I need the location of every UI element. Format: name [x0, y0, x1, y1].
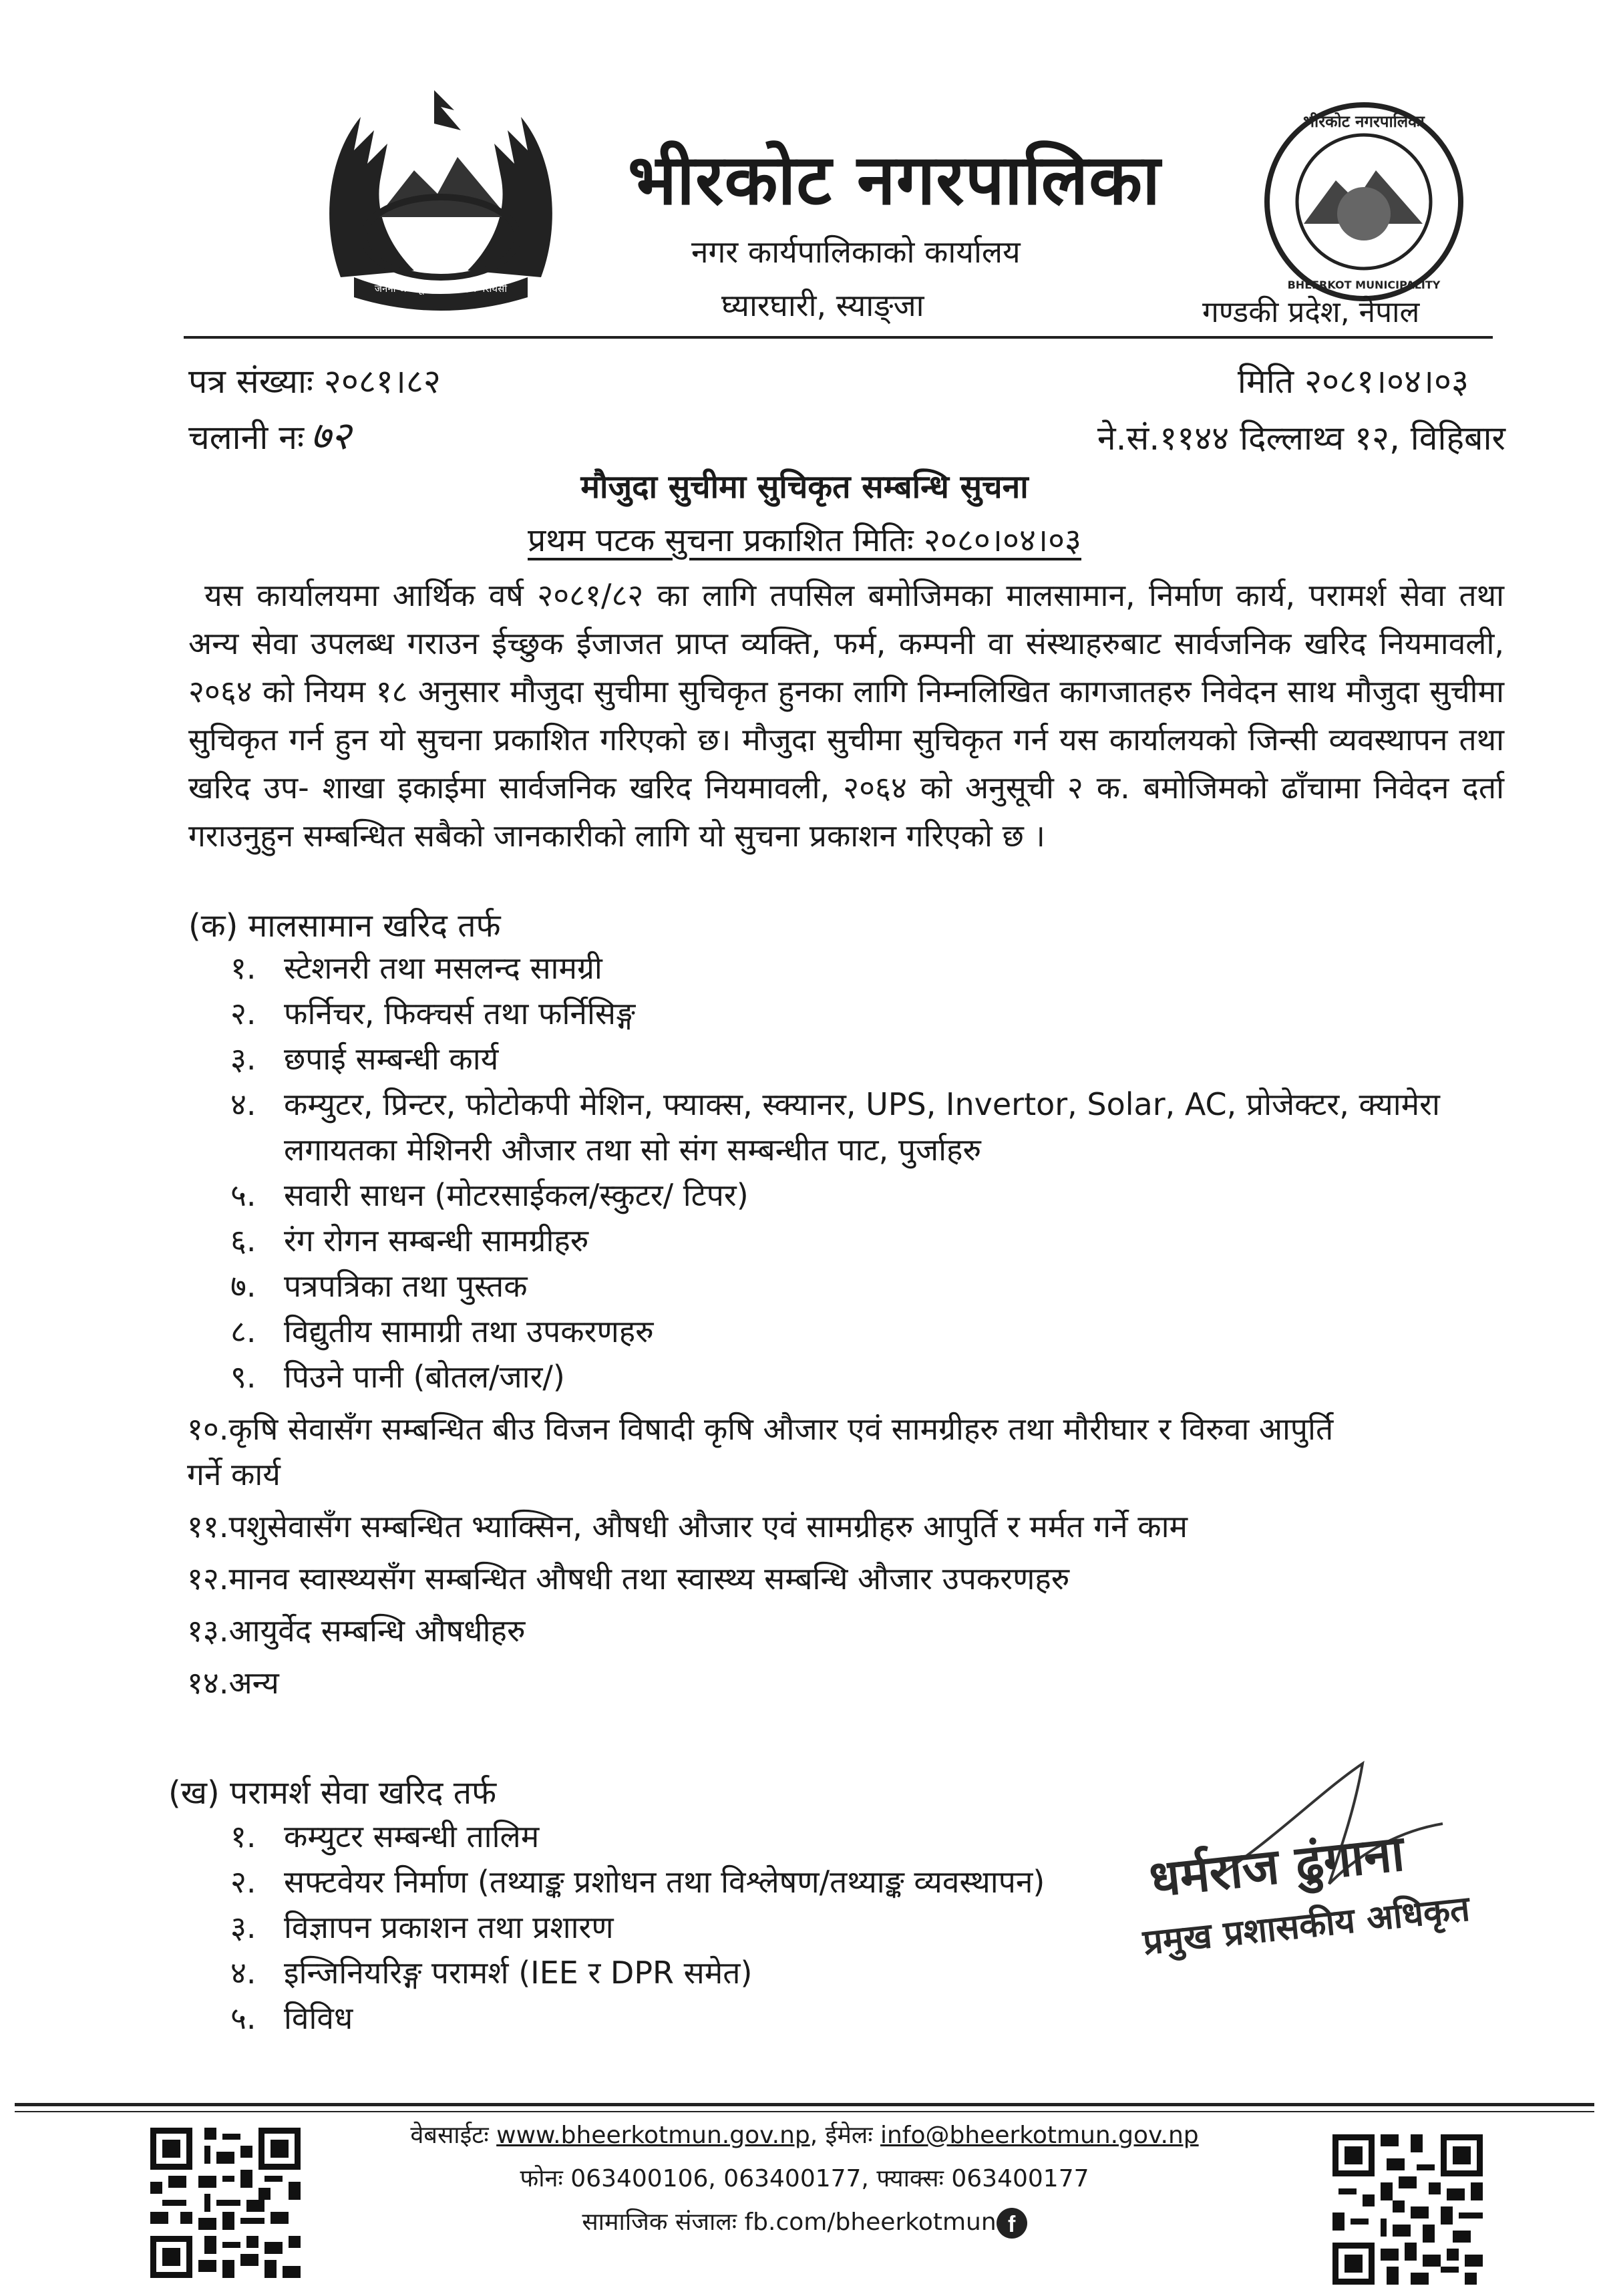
qr-code-icon — [1332, 2134, 1483, 2285]
nepal-emblem-icon — [314, 77, 568, 317]
list-item: २. फर्निचर, फिक्चर्स तथा फर्निसिङ्ग — [230, 995, 636, 1031]
email-link[interactable]: info@bheerkotmun.gov.np — [880, 2122, 1199, 2149]
province: गण्डकी प्रदेश, नेपाल — [1202, 295, 1420, 329]
date — [1238, 357, 1469, 403]
list-item: २. सफ्टवेयर निर्माण (तथ्याङ्क प्रशोधन तथा विश्लेषण/तथ्याङ्क व्यवस्थापन) — [230, 1864, 1045, 1900]
phone-numbers: 063400106, 063400177, — [570, 2165, 869, 2192]
notice-body: यस कार्यालयमा आर्थिक वर्ष २०८१/८२ का लागि तपसिल बमोजिमका मालसामान, निर्माण कार्य, परामर्श सेवा तथा अन्य सेवा उपलब्ध गराउन ईच्छुक ईजाजत प्राप्त व्यक्ति, फर्म, कम्पनी वा संस्थाहरुबाट सार्वजनिक खरिद नियमावली, २०६४ को नियम १८ अनुसार मौजुदा सुचीमा सुचिकृत हुनका लागि निम्नलिखित कागजातहरु निवेदन साथ मौजुदा सुचीमा सुचिकृत गर्न हुन यो सुचना प्रकाशित गरिएको छ। मौजुदा सुचीमा सुचिकृत गर्न यस कार्यालयको जिन्सी व्यवस्थापन तथा खरिद उप- शाखा इकाईमा सार्वजनिक खरिद नियमावली, २०६४ को अनुसूची २ क. बमोजिमको ढाँचामा निवेदन दर्ता गराउनुहुन सम्बन्धित सबैको जानकारीको लागि यो सुचना प्रकाशन गरिएको छ । — [188, 577, 1504, 854]
seal-top-text: भीरकोट नगरपालिका — [1303, 112, 1425, 131]
date-label: मिति — [1237, 362, 1294, 401]
notice-title: मौजुदा सुचीमा सुचिकृत सम्बन्धि सुचना — [580, 468, 1029, 506]
footer-contact-web: वेबसाईटः www.bheerkotmun.gov.np, ईमेलः info@bheerkotmun.gov.np — [410, 2122, 1199, 2149]
org-name: भीरकोट नगरपालिका — [628, 139, 1161, 220]
list-item: ५. विविध — [230, 2000, 353, 2036]
letter-number — [188, 357, 441, 403]
social-label: सामाजिक संजालः — [582, 2208, 737, 2236]
notice-subtitle — [0, 518, 1609, 561]
section-b-heading: (ख) परामर्श सेवा खरिद तर्फ — [168, 1774, 497, 1812]
list-item: ६. रंग रोगन सम्बन्धी सामग्रीहरु — [230, 1222, 589, 1259]
section-b-list — [230, 1814, 1232, 2041]
footer-divider — [15, 2103, 1594, 2106]
list-item: १. कम्युटर सम्बन्धी तालिम — [230, 1818, 540, 1854]
letter-no-value: २०८१।८२ — [323, 362, 441, 401]
list-item: ५. सवारी साधन (मोटरसाईकल/स्कुटर/ टिपर) — [230, 1177, 749, 1213]
facebook-icon[interactable]: f — [997, 2208, 1027, 2239]
list-item: १२.मानव स्वास्थ्यसँग सम्बन्धित औषधी तथा स्वास्थ्य सम्बन्धि औजार उपकरणहरु — [187, 1561, 1070, 1597]
fax-label: फ्याक्सः — [876, 2165, 944, 2192]
list-item: ९. पिउने पानी (बोतल/जार/) — [230, 1359, 565, 1395]
list-item: ११.पशुसेवासँग सम्बन्धित भ्याक्सिन, औषधी औजार एवं सामग्रीहरु आपुर्ति र मर्मत गर्ने काम — [187, 1508, 1188, 1544]
dispatch-number — [188, 407, 351, 460]
date-nepal-sambat: ने.सं.११४४ दिल्लाथ्व १२, विहिबार — [1097, 419, 1505, 458]
signatory-name: धर्मराज ढुंगाना — [1146, 1824, 1407, 1909]
municipality-seal-icon — [1262, 100, 1466, 304]
list-item: ३. विज्ञापन प्रकाशन तथा प्रशारण — [230, 1909, 614, 1945]
letter-no-label: पत्र संख्याः — [188, 362, 313, 401]
phone-label: फोनः — [520, 2165, 563, 2192]
footer-divider-thin — [15, 2111, 1594, 2112]
list-item: ३. छपाई सम्बन्धी कार्य — [230, 1041, 499, 1077]
seal-bottom-text: BHEERKOT MUNICIPALITY — [1287, 279, 1441, 291]
header-divider — [184, 336, 1493, 339]
list-item: ८. विद्युतीय सामाग्री तथा उपकरणहरु — [230, 1313, 654, 1349]
date-value: २०८१।०४।०३ — [1304, 362, 1469, 401]
office-address: घ्यारघारी, स्याङ्जा — [721, 287, 924, 323]
email-label: ईमेलः — [825, 2122, 873, 2149]
signatory-title: प्रमुख प्रशासकीय अधिकृत — [1141, 1889, 1472, 1963]
fax-number: 063400177 — [951, 2165, 1089, 2192]
section-a-heading: (क) मालसामान खरिद तर्फ — [188, 907, 501, 945]
first-published-date: प्रथम पटक सुचना प्रकाशित मितिः २०८०।०४।०३ — [527, 522, 1082, 559]
dispatch-value: ७२ — [311, 413, 351, 458]
list-item: ४. कम्युटर, प्रिन्टर, फोटोकपी मेशिन, फ्याक्स, स्क्यानर, UPS, Invertor, Solar, AC, प्रोजेक्टर, क्यामेरा लगायतका मेशिनरी औजार तथा सो संग सम्बन्धीत पाट, पुर्जाहरु — [230, 1086, 1440, 1168]
office-name: नगर कार्यपालिकाको कार्यालय — [691, 234, 1021, 270]
website-link[interactable]: www.bheerkotmun.gov.np — [496, 2122, 810, 2149]
list-item: ७. पत्रपत्रिका तथा पुस्तक — [230, 1268, 528, 1304]
emblem-caption: जननी जन्मभूमिश्च स्वर्गादपि गरीयसी — [374, 283, 508, 295]
website-label: वेबसाईटः — [410, 2122, 489, 2149]
section-a-list — [187, 945, 1513, 1705]
dispatch-label: चलानी नः — [188, 418, 305, 457]
list-item: १३.आयुर्वेद सम्बन्धि औषधीहरु — [187, 1613, 526, 1649]
list-item: १४.अन्य — [187, 1665, 279, 1701]
list-item: १. स्टेशनरी तथा मसलन्द सामग्री — [230, 950, 602, 986]
list-item: १०.कृषि सेवासँग सम्बन्धित बीउ विजन विषादी कृषि औजार एवं सामग्रीहरु तथा मौरीघार र विरुवा आपुर्ति गर्ने कार्य — [187, 1411, 1334, 1492]
list-item: ४. इन्जिनियरिङ्ग परामर्श (IEE र DPR समेत) — [230, 1955, 753, 1991]
social-link[interactable]: fb.com/bheerkotmun — [744, 2208, 997, 2236]
